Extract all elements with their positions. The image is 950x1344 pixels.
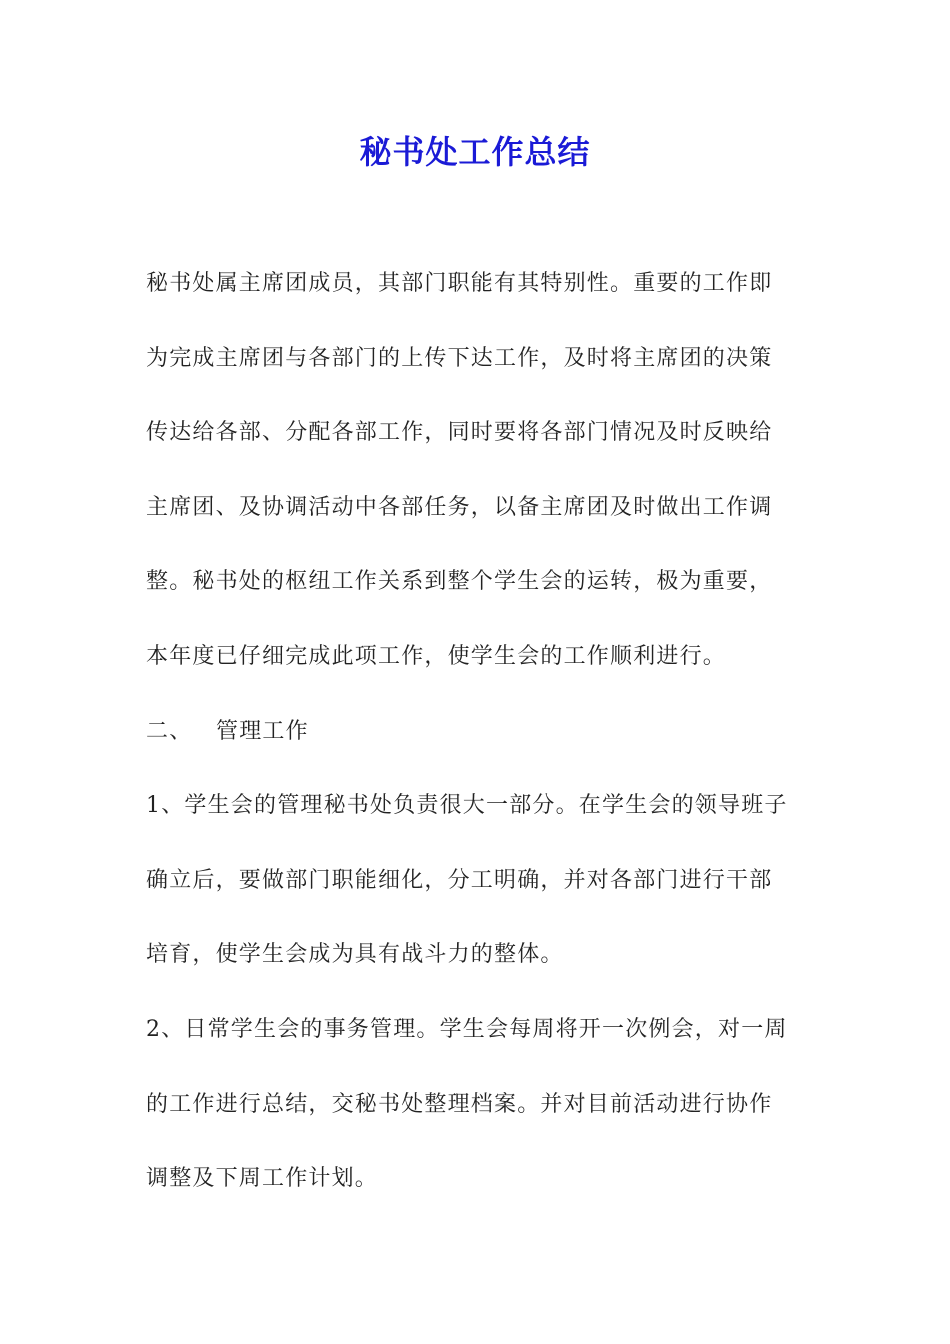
- text-line: 秘书处属主席团成员，其部门职能有其特别性。重要的工作即: [146, 271, 773, 296]
- text-line: 为完成主席团与各部门的上传下达工作，及时将主席团的决策: [146, 345, 773, 371]
- document-title: 秘书处工作总结: [359, 133, 591, 171]
- section-number: 二、: [146, 718, 193, 744]
- document-body: [146, 264, 806, 1234]
- text-line: 传达给各部、分配各部工作，同时要将各部门情况及时反映给: [146, 420, 773, 446]
- text-line: 主席团、及协调活动中各部任务，以备主席团及时做出工作调: [146, 494, 773, 520]
- text-line: 的工作进行总结，交秘书处整理档案。并对目前活动进行协作: [146, 1091, 773, 1117]
- paragraph-intro: [146, 264, 806, 712]
- section-heading: [146, 712, 806, 787]
- list-item: [146, 786, 806, 1010]
- text-line: 确立后，要做部门职能细化，分工明确，并对各部门进行干部: [146, 867, 773, 893]
- text-line: 本年度已仔细完成此项工作，使学生会的工作顺利进行。: [146, 643, 727, 669]
- text-line: 1、学生会的管理秘书处负责很大一部分。在学生会的领导班子: [146, 793, 788, 819]
- list-item: [146, 1010, 806, 1234]
- text-line: 调整及下周工作计划。: [146, 1166, 379, 1192]
- text-line: 培育，使学生会成为具有战斗力的整体。: [146, 942, 564, 968]
- section-title: 管理工作: [216, 718, 309, 744]
- text-line: 2、日常学生会的事务管理。学生会每周将开一次例会，对一周: [146, 1016, 788, 1042]
- text-line: 整。秘书处的枢纽工作关系到整个学生会的运转，极为重要，: [146, 569, 773, 595]
